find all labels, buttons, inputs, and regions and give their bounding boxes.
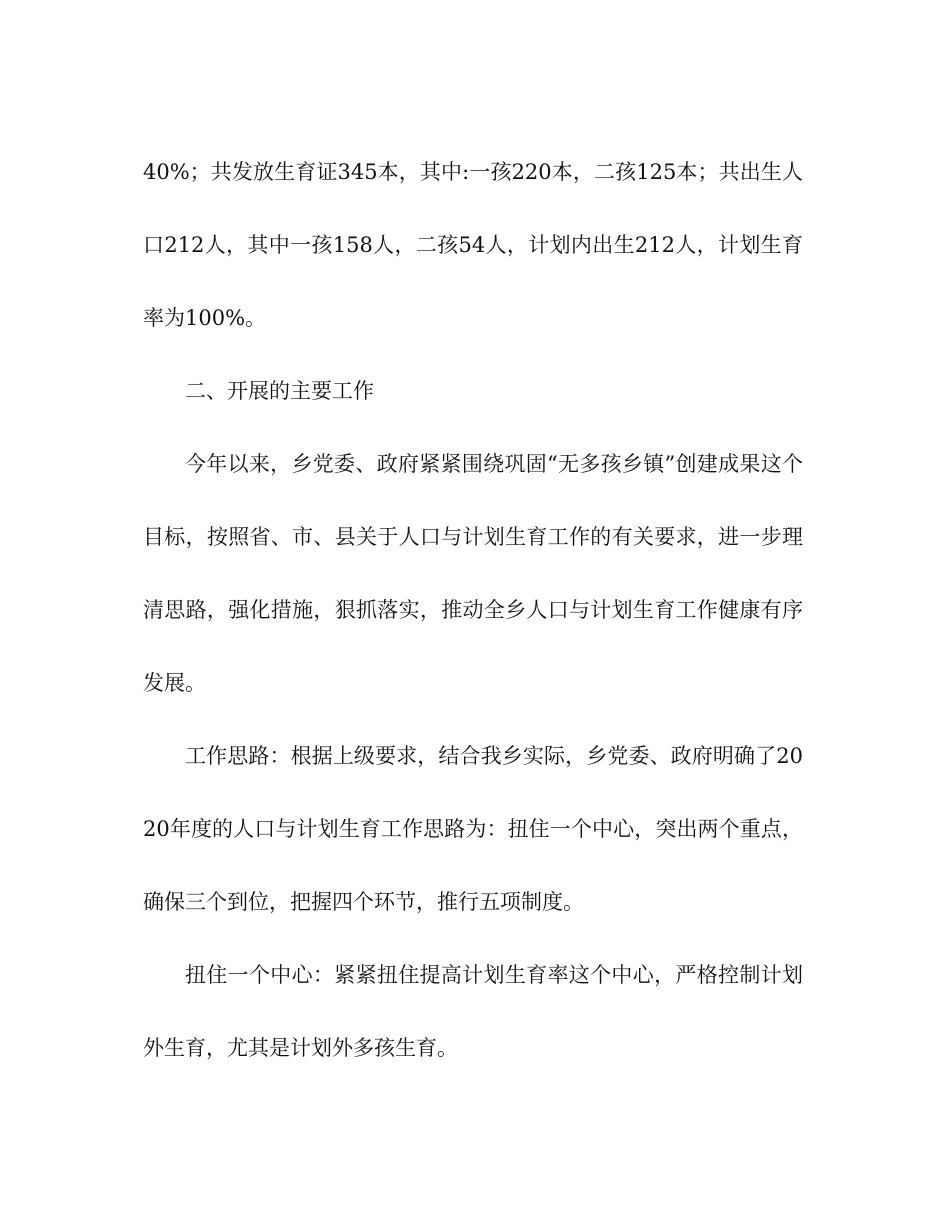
paragraph-statistics: 40%；共发放生育证345本，其中:一孩220本，二孩125本；共出生人口212人，其中一孩158人，二孩54人，计划内出生212人，计划生育率为100%。 — [143, 160, 803, 330]
paragraph-overview: 今年以来，乡党委、政府紧紧围绕巩固“无多孩乡镇”创建成果这个目标，按照省、市、县关于人口与计划生育工作的有关要求，进一步理清思路，强化措施，狠抓落实，推动全乡人口与计划生育工作健康有序发展。 — [143, 452, 803, 695]
section-heading-main-work: 二、开展的主要工作 — [185, 379, 374, 403]
document-body — [143, 136, 803, 1085]
paragraph-work-approach: 工作思路：根据上级要求，结合我乡实际，乡党委、政府明确了2020年度的人口与计划生育工作思路为：扭住一个中心，突出两个重点，确保三个到位，把握四个环节，推行五项制度。 — [143, 744, 803, 914]
paragraph-one-center: 扭住一个中心：紧紧扭住提高计划生育率这个中心，严格控制计划外生育，尤其是计划外多孩生育。 — [143, 963, 803, 1060]
